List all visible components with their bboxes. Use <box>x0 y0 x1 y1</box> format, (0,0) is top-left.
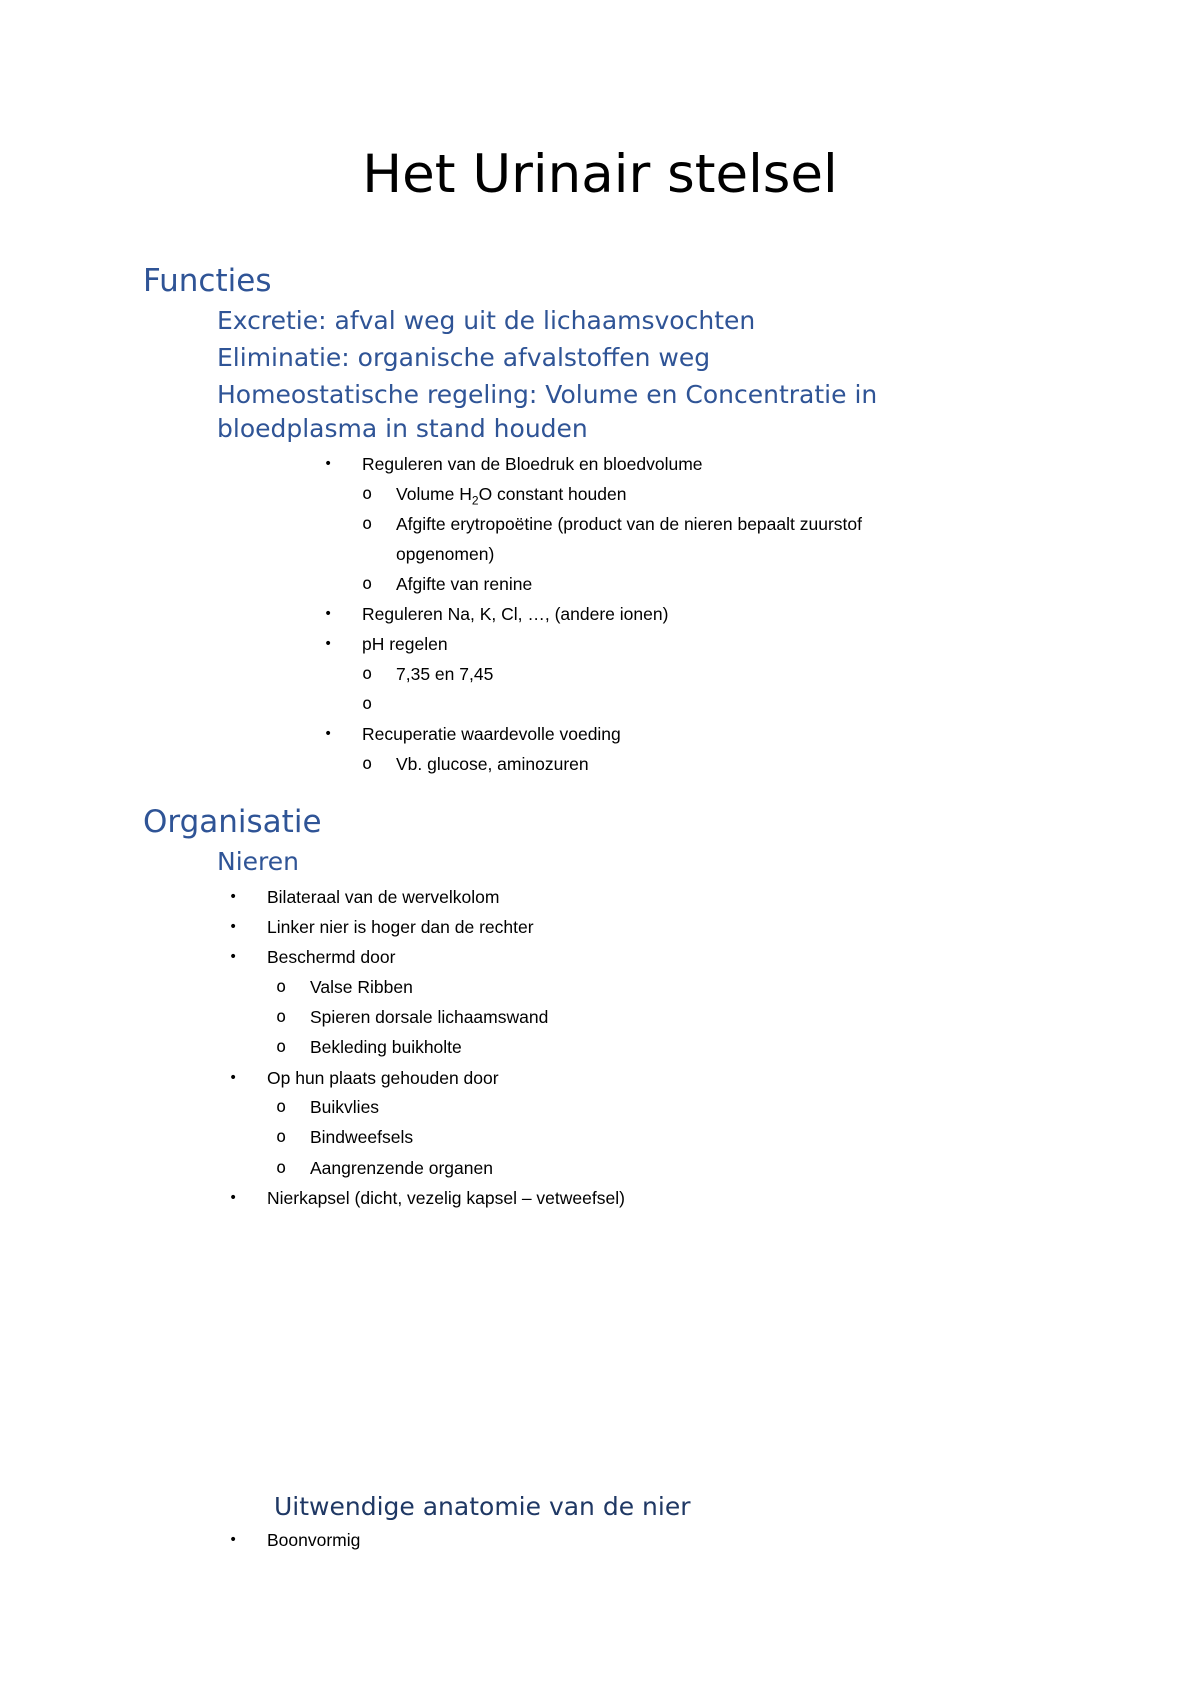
list-item-volume: Volume $H_2O$ constant houden <box>396 484 627 508</box>
page-title: Het Urinair stelsel <box>362 144 838 205</box>
list-item-ionen: Reguleren Na, K, Cl, …, (andere ionen) <box>362 604 669 624</box>
list-item-linker: Linker nier is hoger dan de rechter <box>267 917 534 937</box>
list-item-bindweefsels: Bindweefsels <box>310 1127 414 1147</box>
list-item-beschermd: Beschermd door <box>267 947 396 967</box>
bullet-icon: • <box>324 636 333 652</box>
list-item-bloeddruk: Reguleren van de Bloedruk en bloedvolume <box>362 454 703 474</box>
heading-nieren: Nieren <box>217 847 299 876</box>
circle-bullet-icon: o <box>276 1037 287 1057</box>
list-item-ph: pH regelen <box>362 634 448 654</box>
bullet-icon: • <box>229 889 238 905</box>
bullet-icon: • <box>229 919 238 935</box>
list-item-aangrenzende: Aangrenzende organen <box>310 1158 493 1178</box>
circle-bullet-icon: o <box>276 1127 287 1147</box>
list-item-ph-range: 7,35 en 7,45 <box>396 664 494 684</box>
circle-bullet-icon: o <box>362 514 373 534</box>
functie-homeostase: Homeostatische regeling: Volume en Concentratie in <box>217 380 878 409</box>
list-item-spieren: Spieren dorsale lichaamswand <box>310 1007 549 1027</box>
functie-eliminatie: Eliminatie: organische afvalstoffen weg <box>217 343 711 372</box>
functie-excretie: Excretie: afval weg uit de lichaamsvochten <box>217 306 756 335</box>
bullet-icon: • <box>324 606 333 622</box>
bullet-icon: • <box>229 1532 238 1548</box>
list-item-gehouden: Op hun plaats gehouden door <box>267 1068 499 1088</box>
list-item-voorbeeld: Vb. glucose, aminozuren <box>396 754 589 774</box>
circle-bullet-icon: o <box>362 694 373 714</box>
bullet-icon: • <box>324 456 333 472</box>
list-item-boonvormig: Boonvormig <box>267 1530 361 1550</box>
circle-bullet-icon: o <box>362 484 373 504</box>
list-item-renine: Afgifte van renine <box>396 574 533 594</box>
circle-bullet-icon: o <box>362 754 373 774</box>
list-item-bilateraal: Bilateraal van de wervelkolom <box>267 887 500 907</box>
list-item-nierkapsel: Nierkapsel (dicht, vezelig kapsel – vetweefsel) <box>267 1188 625 1208</box>
circle-bullet-icon: o <box>276 977 287 997</box>
bullet-icon: • <box>324 726 333 742</box>
heading-uitwendige-anatomie: Uitwendige anatomie van de nier <box>274 1492 691 1521</box>
circle-bullet-icon: o <box>276 1158 287 1178</box>
circle-bullet-icon: o <box>362 574 373 594</box>
heading-functies: Functies <box>143 263 272 299</box>
list-item-recuperatie: Recuperatie waardevolle voeding <box>362 724 621 744</box>
list-item-epo-cont: opgenomen) <box>396 544 495 564</box>
bullet-icon: • <box>229 1190 238 1206</box>
bullet-icon: • <box>229 949 238 965</box>
list-item-bekleding: Bekleding buikholte <box>310 1037 462 1057</box>
list-item-epo: Afgifte erytropoëtine (product van de nieren bepaalt zuurstof <box>396 514 862 534</box>
circle-bullet-icon: o <box>362 664 373 684</box>
bullet-icon: • <box>229 1070 238 1086</box>
list-item-valse-ribben: Valse Ribben <box>310 977 413 997</box>
circle-bullet-icon: o <box>276 1007 287 1027</box>
list-item-buikvlies: Buikvlies <box>310 1097 380 1117</box>
functie-homeostase-cont: bloedplasma in stand houden <box>217 414 588 443</box>
circle-bullet-icon: o <box>276 1097 287 1117</box>
heading-organisatie: Organisatie <box>143 804 322 840</box>
